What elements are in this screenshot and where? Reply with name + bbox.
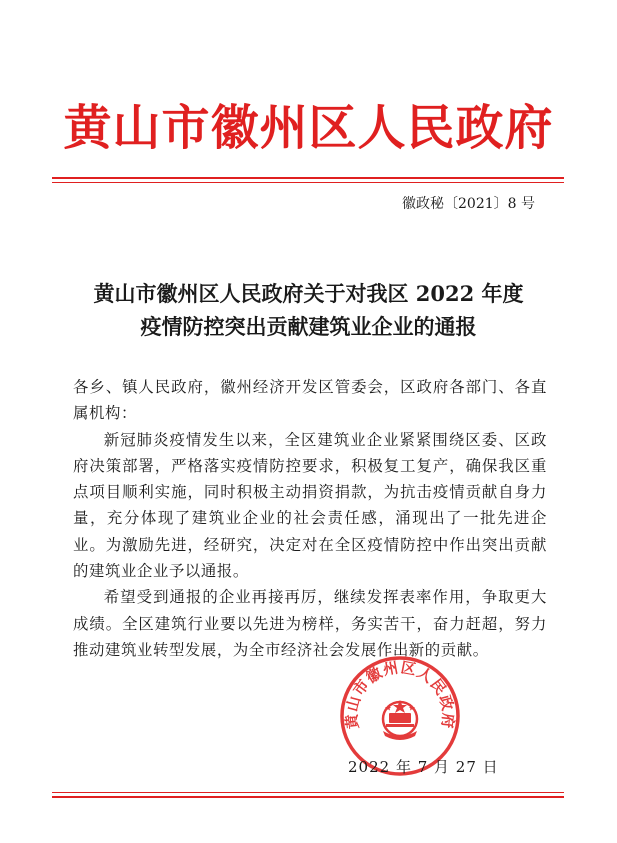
footer-divider-thin [52,792,564,793]
title-line-2: 疫情防控突出贡献建筑业企业的通报 [140,314,477,339]
footer-divider-thick [52,796,564,798]
seal-text: 黄山市徽州区人民政府 [342,658,458,731]
document-body [73,374,547,663]
header-divider-thin [52,182,564,183]
paragraph-1: 新冠肺炎疫情发生以来，全区建筑业企业紧紧围绕区委、区政府决策部署，严格落实疫情防控要求，积极复工复产，确保我区重点项目顺利实施，同时积极主动捐资捐款，为抗击疫情贡献自身力量，充分体现了建筑业企业的社会责任感，涌现出了一批先进企业。为激励先进，经研究，决定对在全区疫情防控中作出突出贡献的建筑业企业予以通报。 [73,430,547,581]
header-divider-thick [52,177,564,179]
title-line-1: 黄山市徽州区人民政府关于对我区 2022 年度 [93,281,524,306]
masthead-title: 黄山市徽州区人民政府 [63,100,554,156]
national-emblem-icon [383,700,417,740]
document-number: 徽政秘〔2021〕8 号 [402,196,535,212]
document-title [0,277,617,343]
salutation: 各乡、镇人民政府，徽州经济开发区管委会，区政府各部门、各直属机构： [73,378,547,423]
paragraph-2: 希望受到通报的企业再接再厉，继续发挥表率作用，争取更大成绩。全区建筑行业要以先进为榜样，务实苦干，奋力赶超，努力推动建筑业转型发展，为全市经济社会发展作出新的贡献。 [73,588,547,659]
issue-date: 2022 年 7 月 27 日 [348,758,499,776]
